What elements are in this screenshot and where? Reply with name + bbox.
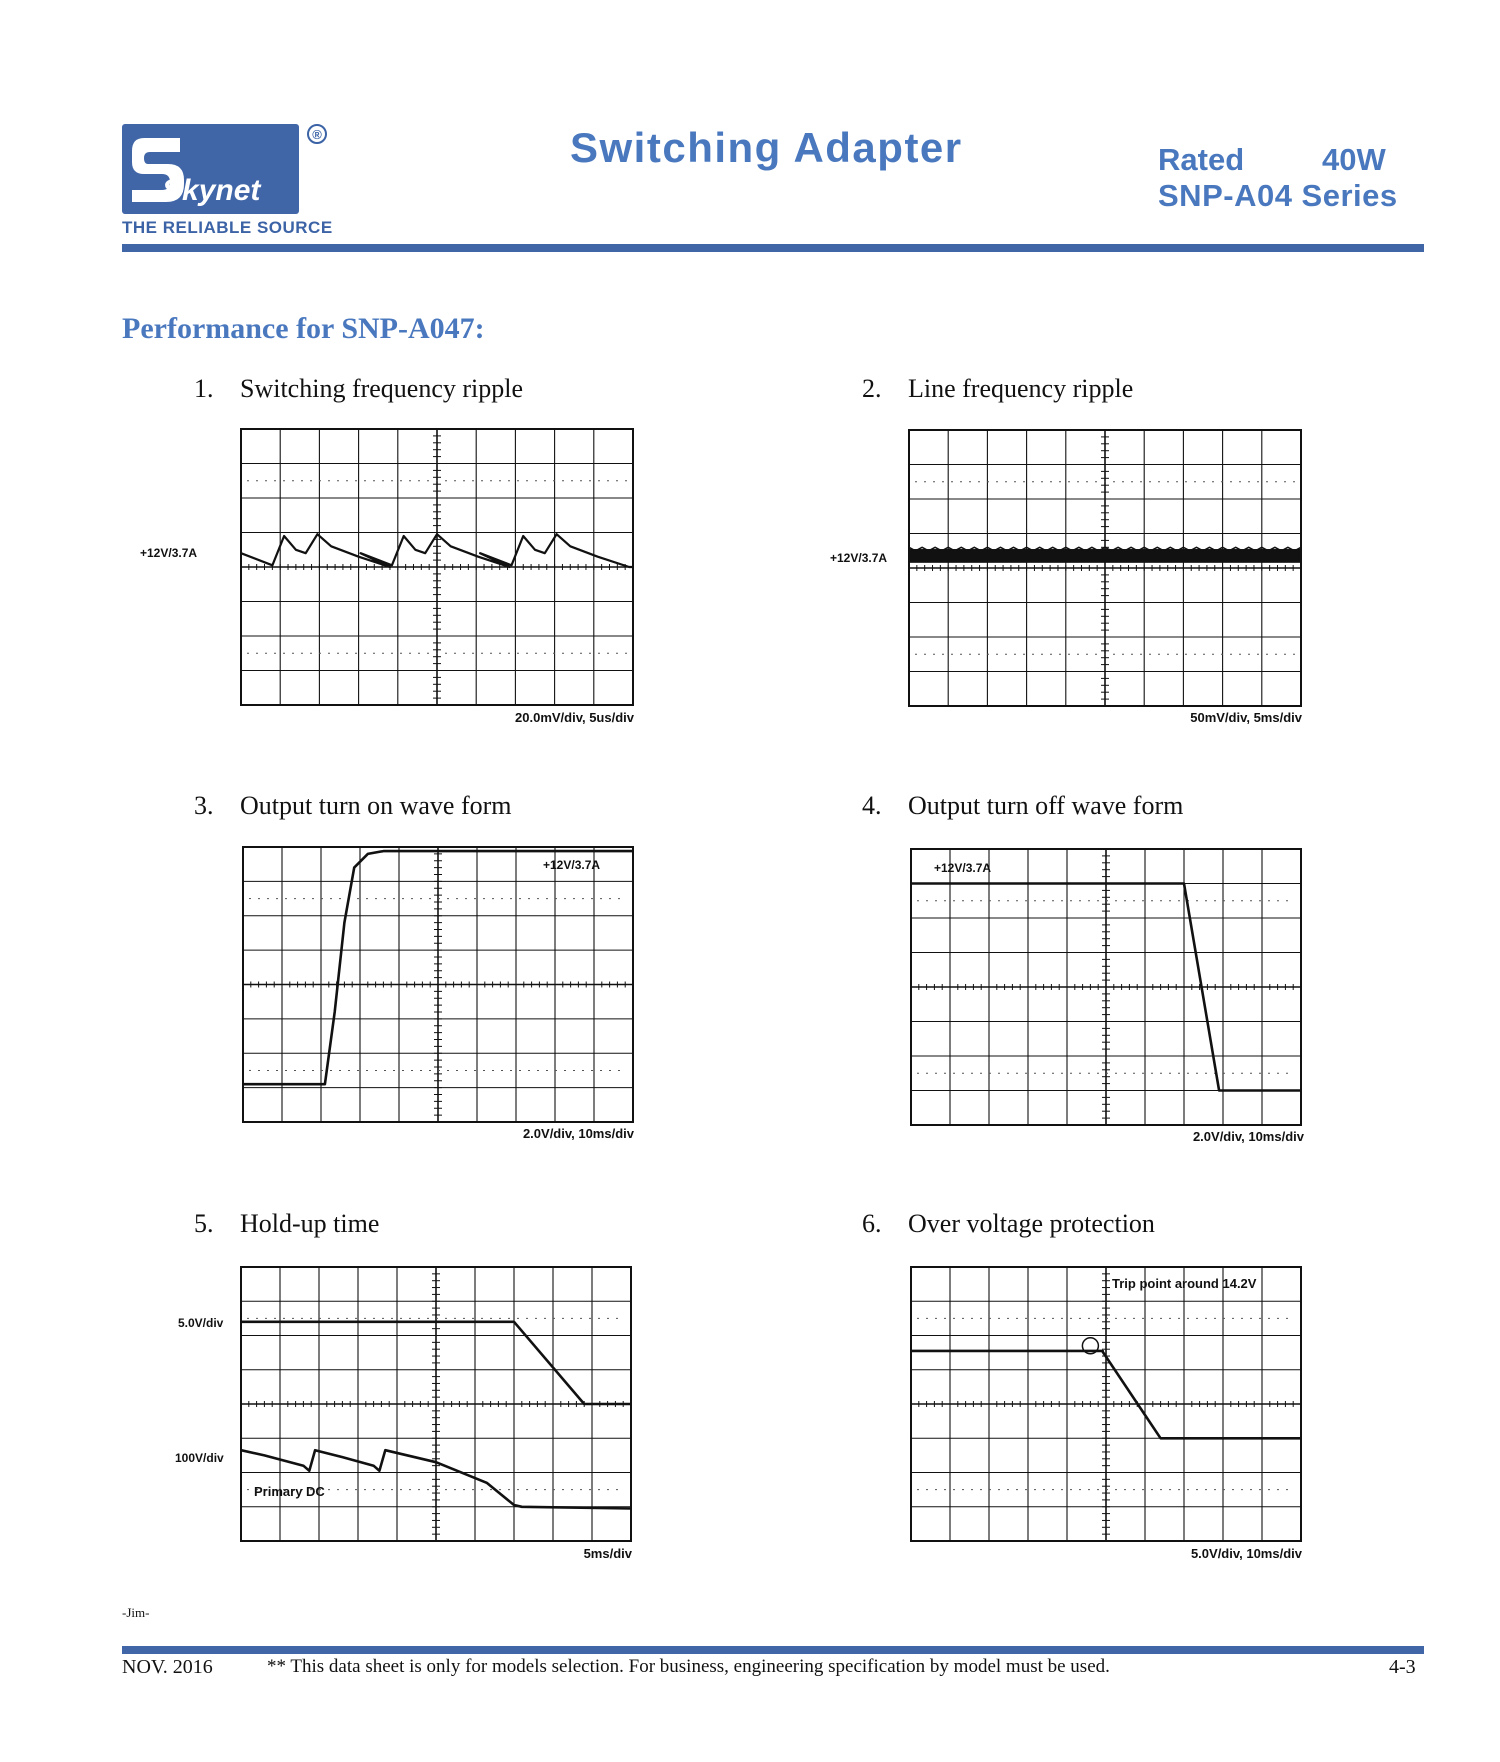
plot-5-annotation: Primary DC	[254, 1484, 325, 1499]
rated-value: 40W	[1322, 142, 1386, 177]
plot-1-trace-label: +12V/3.7A	[140, 546, 198, 560]
plot-1-title-text: Switching frequency ripple	[240, 374, 524, 403]
series-label: SNP-A04 Series	[1158, 178, 1398, 213]
svg-text:®: ®	[312, 127, 322, 142]
plot-4-scale: 2.0V/div, 10ms/div	[1192, 1129, 1304, 1144]
plot-1-scale: 20.0mV/div, 5us/div	[515, 710, 634, 725]
footer-date: NOV. 2016	[122, 1656, 213, 1678]
plot-2-title-text: Line frequency ripple	[908, 374, 1134, 403]
plot-5-trace-label-voltage: 5.0V/div	[178, 1316, 224, 1330]
plot-3-scope	[242, 846, 634, 1123]
section-title: Performance for SNP-A047:	[122, 312, 485, 345]
plot-6-scope	[910, 1266, 1302, 1542]
plot-2-trace-label: +12V/3.7A	[830, 551, 888, 565]
plot-1-title	[194, 374, 523, 404]
plot-2-scope	[908, 429, 1302, 707]
plot-4-number: 4.	[862, 791, 882, 820]
plot-4-title-text: Output turn off wave form	[908, 791, 1184, 820]
document-title: Switching Adapter	[570, 124, 963, 171]
registered-mark-icon	[306, 123, 328, 145]
plot-6-title-text: Over voltage protection	[908, 1209, 1155, 1238]
plot-6-number: 6.	[862, 1209, 882, 1238]
skynet-logo-mark	[122, 124, 299, 214]
svg-text:Skynet: Skynet	[162, 174, 261, 207]
plot-3-trace-label: +12V/3.7A	[543, 858, 601, 872]
plot-2-number: 2.	[862, 374, 882, 403]
plot-5-trace-label-primary: 100V/div	[175, 1451, 224, 1465]
header-divider	[122, 244, 1424, 252]
plot-5-title-text: Hold-up time	[240, 1209, 380, 1238]
plot-4-scope	[910, 848, 1302, 1126]
plot-4-trace-label: +12V/3.7A	[934, 861, 992, 875]
logo-tagline: THE RELIABLE SOURCE	[122, 218, 333, 237]
plot-3-number: 3.	[194, 791, 214, 820]
plot-2-scale: 50mV/div, 5ms/div	[1190, 710, 1302, 725]
plot-6-title	[862, 1209, 1155, 1239]
plot-3-title	[194, 791, 512, 821]
plot-5-title	[194, 1209, 379, 1239]
plot-5-number: 5.	[194, 1209, 214, 1238]
author-mark: -Jim-	[122, 1605, 150, 1620]
plot-2-title	[862, 374, 1133, 404]
footer-divider	[122, 1646, 1424, 1654]
plot-5-scope	[240, 1266, 632, 1542]
plot-1-number: 1.	[194, 374, 214, 403]
plot-5-scale: 5ms/div	[583, 1546, 632, 1561]
plot-1-scope	[240, 428, 634, 706]
footer-note: ** This data sheet is only for models selection. For business, engineering specification by model must be used.	[267, 1656, 1110, 1677]
plot-3-title-text: Output turn on wave form	[240, 791, 512, 820]
footer-page-number: 4-3	[1389, 1656, 1416, 1678]
plot-3-scale: 2.0V/div, 10ms/div	[522, 1126, 634, 1141]
plot-6-scale: 5.0V/div, 10ms/div	[1190, 1546, 1302, 1561]
plot-6-annotation: Trip point around 14.2V	[1112, 1276, 1257, 1291]
rated-label: Rated	[1158, 142, 1245, 177]
plot-4-title	[862, 791, 1183, 821]
